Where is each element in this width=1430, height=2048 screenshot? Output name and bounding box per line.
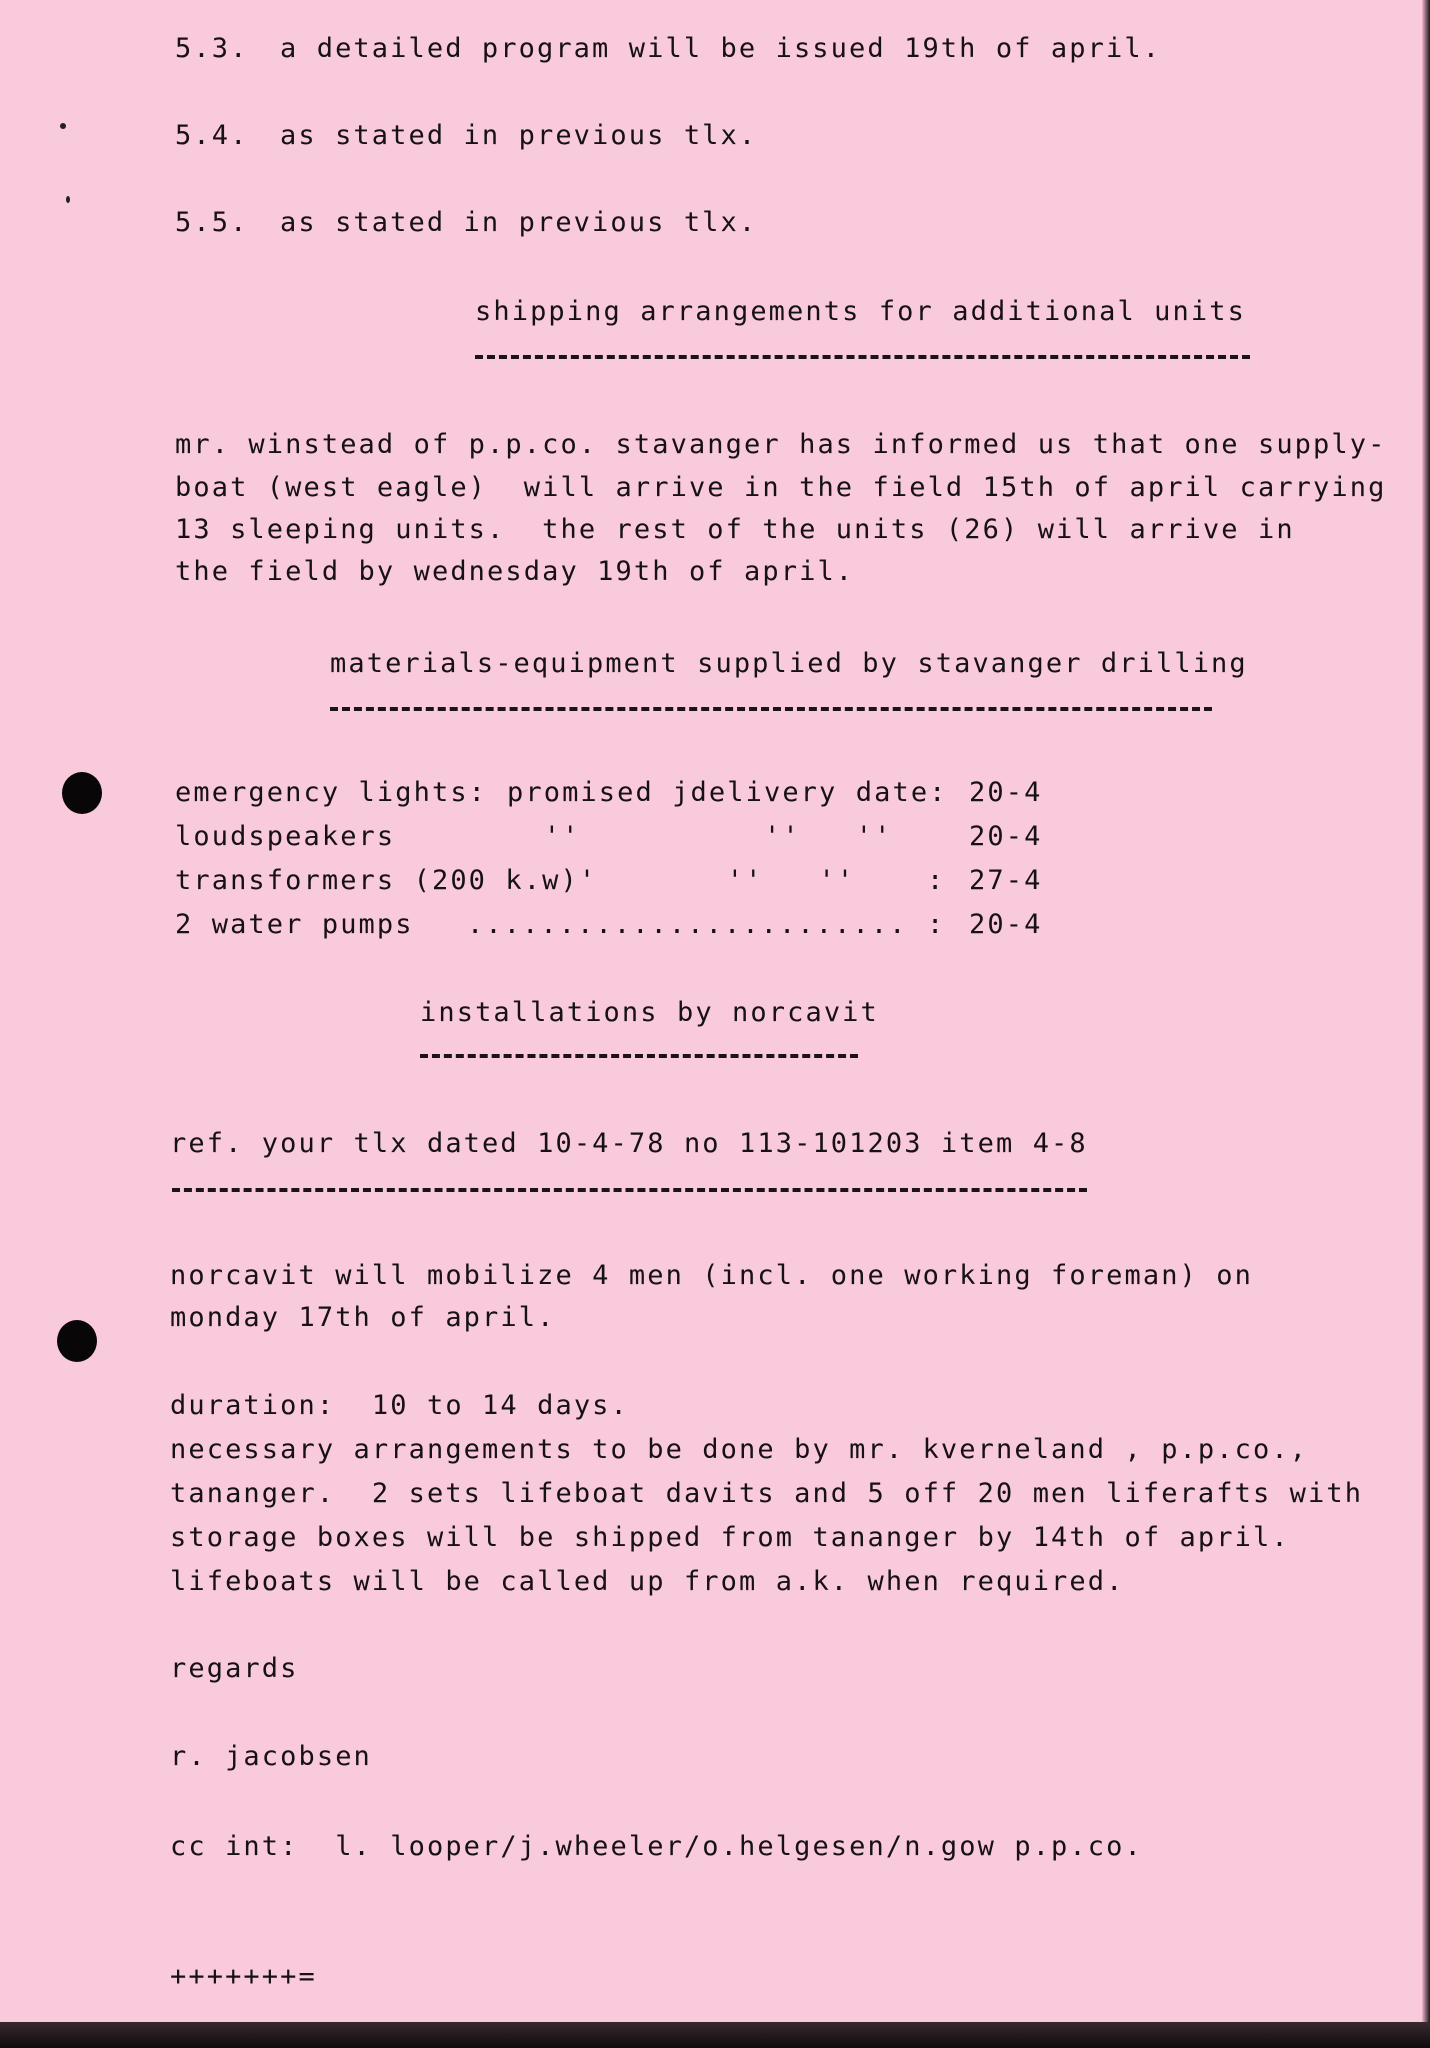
duration-line: tananger. 2 sets lifeboat davits and 5 off 20 men liferafts with xyxy=(170,1478,1364,1509)
mobilize-line: norcavit will mobilize 4 men (incl. one working foreman) on xyxy=(170,1260,1253,1291)
materials-heading: materials-equipment supplied by stavanger drilling xyxy=(330,648,1248,679)
mobilize-line: monday 17th of april. xyxy=(170,1302,556,1333)
shipping-line: mr. winstead of p.p.co. stavanger has informed us that one supply- xyxy=(175,429,1387,460)
end-marker: +++++++= xyxy=(170,1961,317,1992)
ink-speck xyxy=(66,196,70,203)
duration-line: duration: 10 to 14 days. xyxy=(170,1390,629,1421)
item-5-4: 5.4. as stated in previous tlx. xyxy=(175,120,758,151)
materials-row: 2 water pumps ........................ : 20-4 xyxy=(175,909,1043,940)
materials-row: transformers (200 k.w)' '' '' : 27-4 xyxy=(175,865,1043,896)
shipping-line: the field by wednesday 19th of april. xyxy=(175,556,855,587)
duration-line: necessary arrangements to be done by mr. kverneland , p.p.co., xyxy=(170,1434,1309,1465)
paper-edge-shadow xyxy=(1422,0,1430,2048)
duration-line: storage boxes will be shipped from tananger by 14th of april. xyxy=(170,1522,1290,1553)
regards: regards xyxy=(170,1653,299,1684)
paper-bottom-edge xyxy=(0,2022,1430,2048)
materials-heading-underline xyxy=(330,707,1212,711)
punch-hole-bottom xyxy=(57,1320,97,1362)
ink-speck xyxy=(60,123,66,129)
installations-heading: installations by norcavit xyxy=(420,997,879,1028)
duration-line: lifeboats will be called up from a.k. when required. xyxy=(170,1566,1125,1597)
signature: r. jacobsen xyxy=(170,1741,372,1772)
reference-underline xyxy=(172,1188,1087,1192)
item-5-5: 5.5. as stated in previous tlx. xyxy=(175,207,758,238)
materials-row: loudspeakers '' '' '' 20-4 xyxy=(175,821,1043,852)
installations-heading-underline xyxy=(420,1054,858,1058)
materials-row: emergency lights: promised jdelivery date: 20-4 xyxy=(175,777,1043,808)
shipping-line: 13 sleeping units. the rest of the units (26) will arrive in xyxy=(175,514,1295,545)
item-5-3: 5.3. a detailed program will be issued 19th of april. xyxy=(175,33,1162,64)
shipping-heading-underline xyxy=(475,355,1250,359)
shipping-line: boat (west eagle) will arrive in the field 15th of april carrying xyxy=(175,472,1387,503)
punch-hole-top xyxy=(62,772,102,814)
shipping-heading: shipping arrangements for additional units xyxy=(475,296,1246,327)
reference-line: ref. your tlx dated 10-4-78 no 113-101203 item 4-8 xyxy=(170,1128,1088,1159)
cc-line: cc int: l. looper/j.wheeler/o.helgesen/n.gow p.p.co. xyxy=(170,1831,1143,1862)
